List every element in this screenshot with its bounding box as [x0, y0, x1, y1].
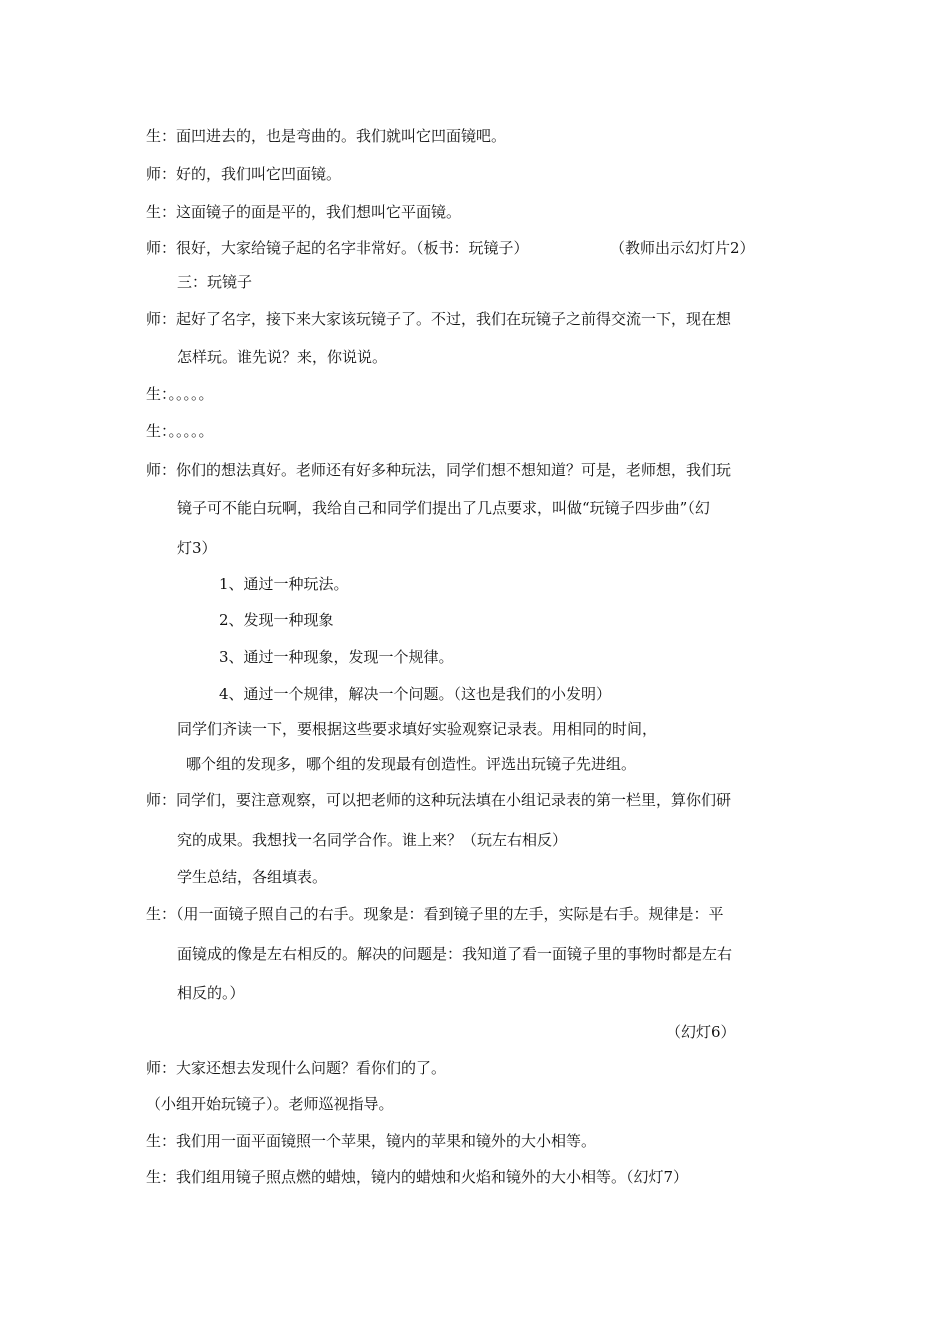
text-line: 生：这面镜子的面是平的，我们想叫它平面镜。 [146, 203, 462, 221]
text-line: 师：大家还想去发现什么问题？看你们的了。 [146, 1059, 447, 1077]
text-line: 生：面凹进去的，也是弯曲的。我们就叫它凹面镜吧。 [146, 127, 507, 145]
text-line: 生：。。。。。 [146, 385, 214, 403]
text-line: （教师出示幻灯片2） [610, 239, 755, 257]
text-line: 相反的。） [177, 984, 245, 1002]
text-line: 师：好的，我们叫它凹面镜。 [146, 165, 342, 183]
list-item: 4、通过一个规律，解决一个问题。（这也是我们的小发明） [219, 685, 612, 703]
text-line: 生：（用一面镜子照自己的右手。现象是：看到镜子里的左手，实际是右手。规律是：平 [146, 905, 724, 923]
text-line: 师：很好，大家给镜子起的名字非常好。（板书：玩镜子） [146, 239, 529, 257]
section-heading: 三：玩镜子 [177, 273, 253, 291]
text-line: 师：同学们，要注意观察，可以把老师的这种玩法填在小组记录表的第一栏里，算你们研 [146, 791, 732, 809]
text-line: 师：你们的想法真好。老师还有好多种玩法，同学们想不想知道？可是，老师想，我们玩 [146, 461, 732, 479]
list-item: 2、发现一种现象 [219, 611, 334, 629]
list-item: 1、通过一种玩法。 [219, 575, 349, 593]
text-line: 面镜成的像是左右相反的。解决的问题是：我知道了看一面镜子里的事物时都是左右 [177, 945, 733, 963]
text-line: 师：起好了名字，接下来大家该玩镜子了。不过，我们在玩镜子之前得交流一下，现在想 [146, 310, 732, 328]
slide-reference: （幻灯6） [666, 1023, 736, 1041]
text-line: 生：我们组用镜子照点燃的蜡烛，镜内的蜡烛和火焰和镜外的大小相等。（幻灯7） [146, 1168, 689, 1186]
text-line: 生：我们用一面平面镜照一个苹果，镜内的苹果和镜外的大小相等。 [146, 1132, 597, 1150]
text-line: 生：。。。。。 [146, 422, 214, 440]
text-line: 学生总结，各组填表。 [177, 868, 328, 886]
text-line: 怎样玩。谁先说？来，你说说。 [177, 348, 388, 366]
list-item: 3、通过一种现象，发现一个规律。 [219, 648, 454, 666]
text-line: 哪个组的发现多，哪个组的发现最有创造性。评选出玩镜子先进组。 [186, 755, 637, 773]
text-line: （小组开始玩镜子）。老师巡视指导。 [146, 1095, 394, 1113]
text-line: 镜子可不能白玩啊，我给自己和同学们提出了几点要求，叫做“玩镜子四步曲”（幻 [177, 499, 710, 517]
text-line: 同学们齐读一下，要根据这些要求填好实验观察记录表。用相同的时间， [177, 720, 658, 738]
text-line: 究的成果。我想找一名同学合作。谁上来？（玩左右相反） [177, 831, 568, 849]
text-line: 灯3） [177, 539, 217, 557]
